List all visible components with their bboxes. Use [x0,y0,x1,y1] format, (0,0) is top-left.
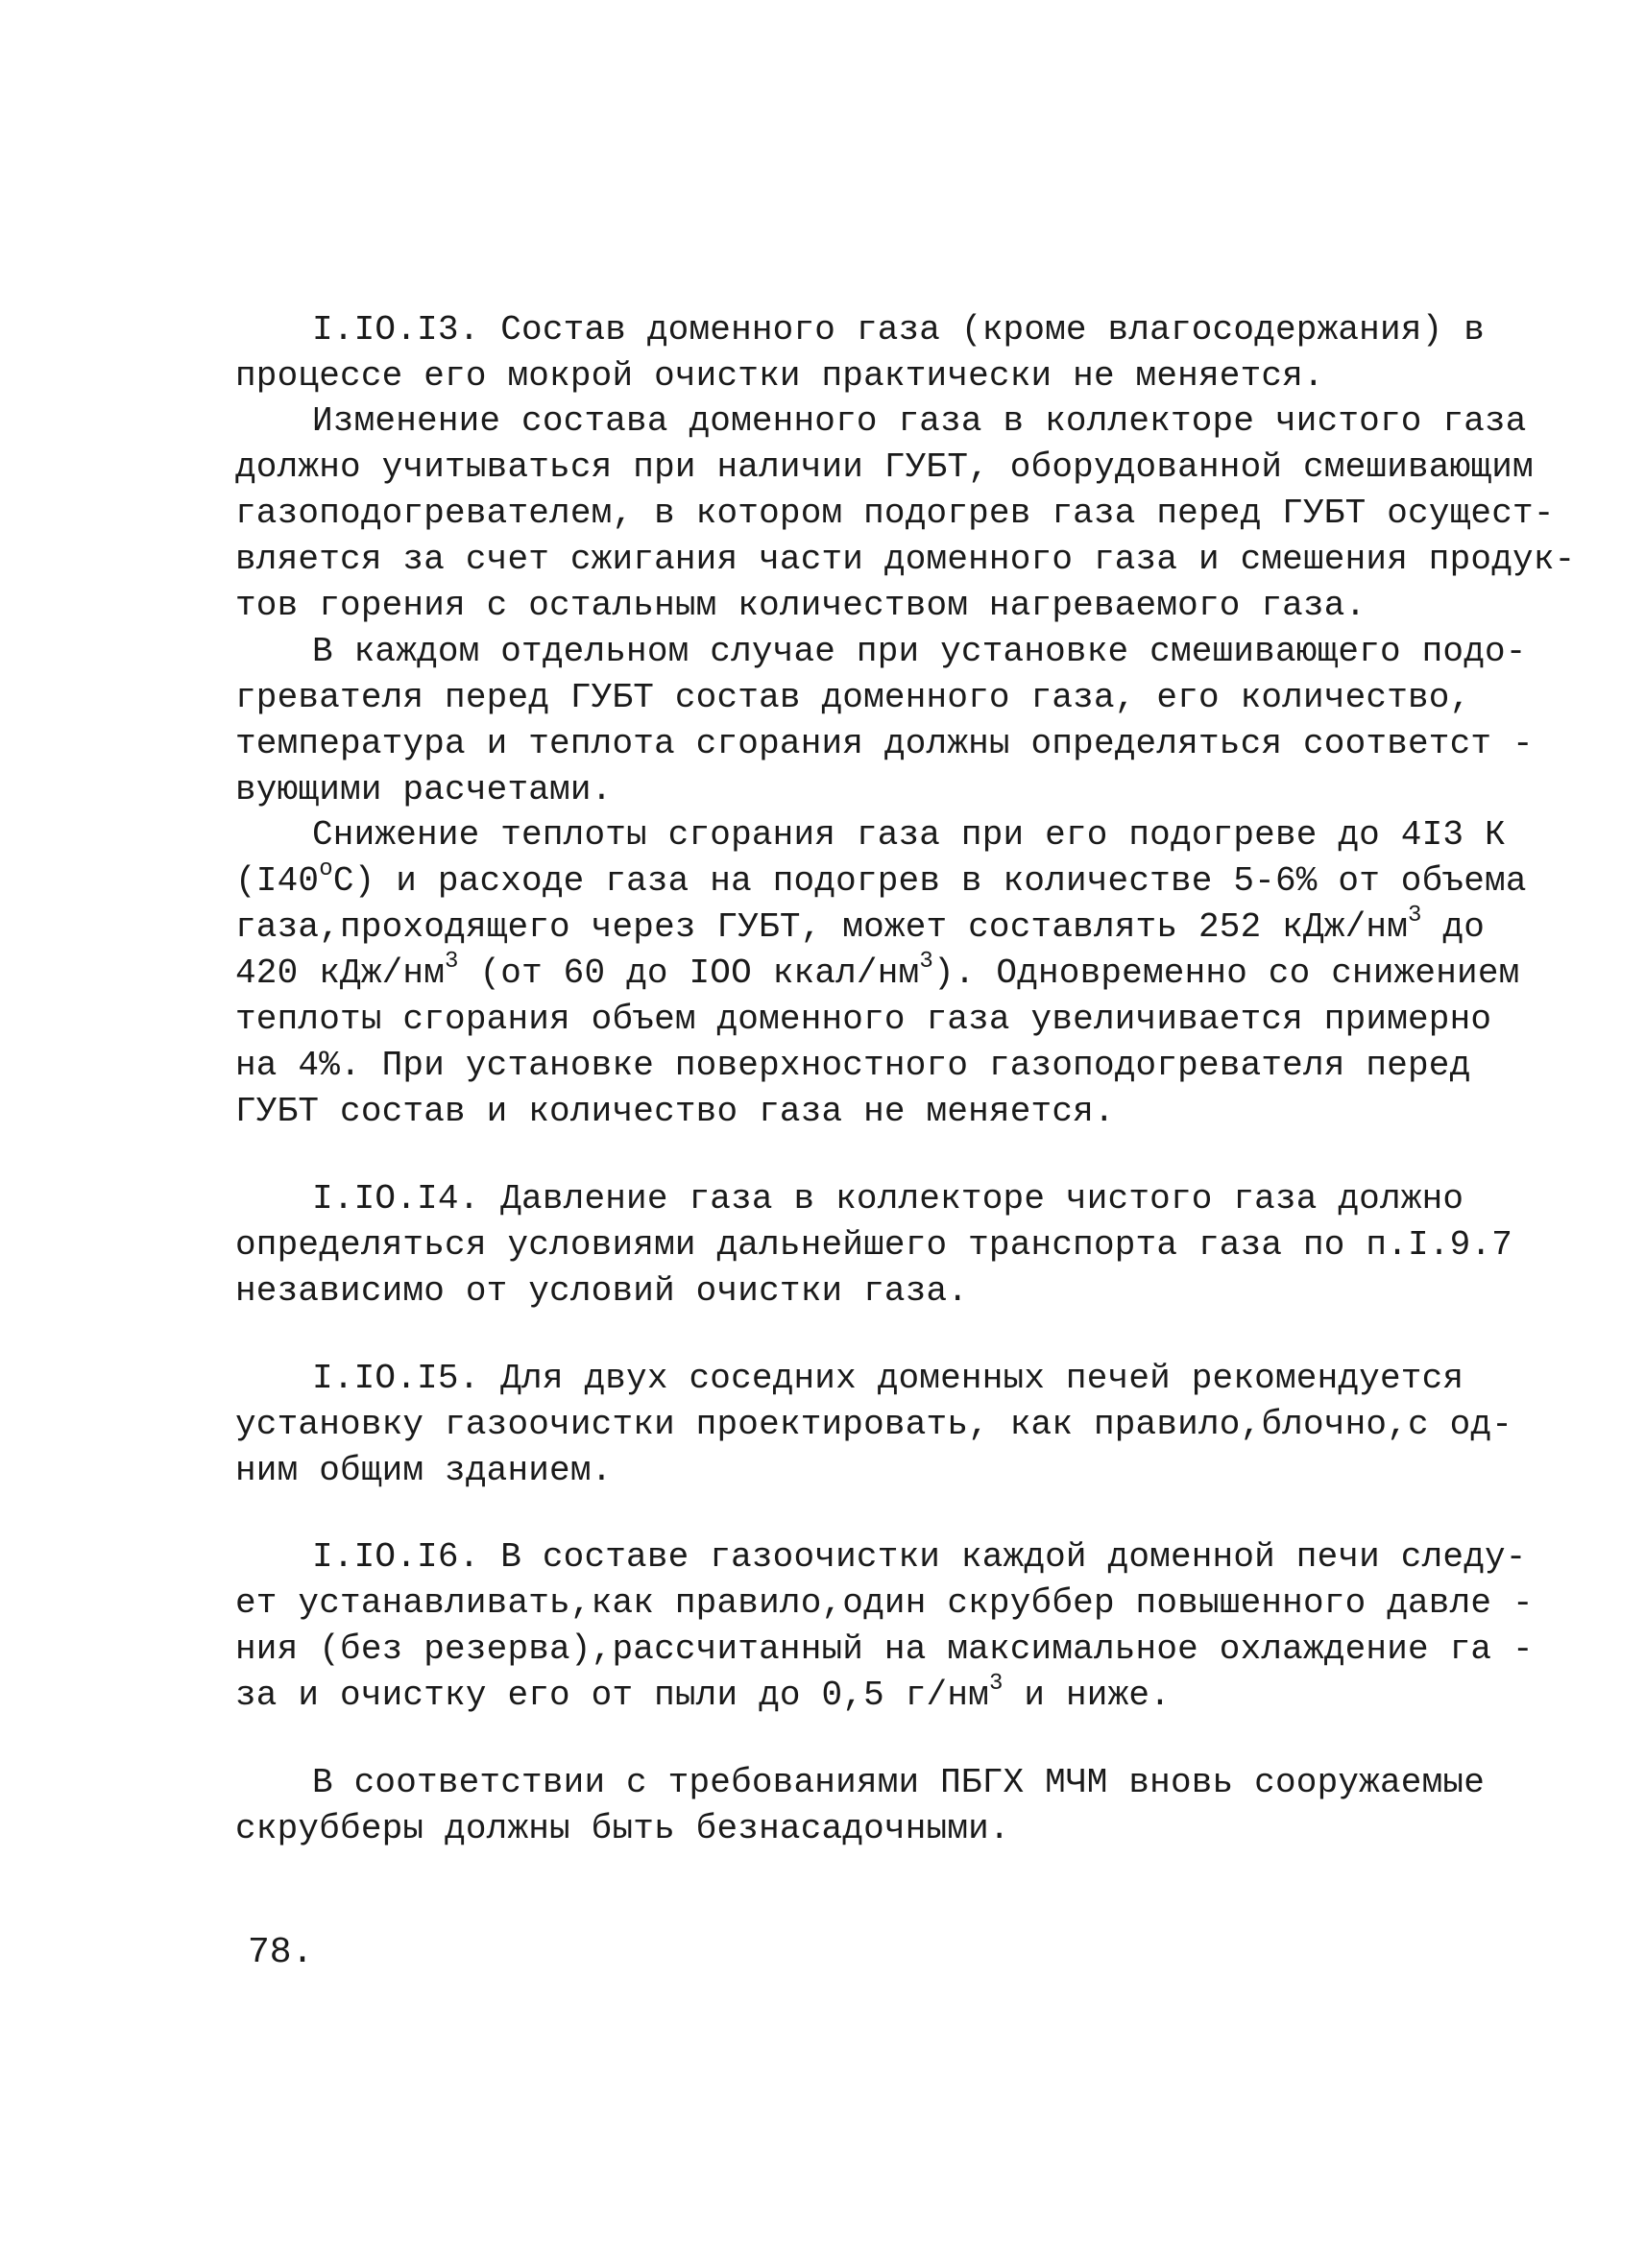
text-line: скрубберы должны быть безнасадочными. [235,1809,1010,1848]
superscript: 3 [919,949,933,975]
text-line: ним общим зданием. [235,1451,613,1490]
text-line: вляется за счет сжигания части доменного газа и смешения продук- [235,540,1576,579]
text-line: гревателя перед ГУБТ состав доменного газа, его количество, [235,678,1471,717]
text-line: Изменение состава доменного газа в коллекторе чистого газа [312,401,1527,441]
text-line: В соответствии с требованиями ПБГХ МЧМ вновь сооружаемые [312,1763,1485,1802]
text-line: установку газоочистки проектировать, как правило,блочно,с од- [235,1405,1513,1444]
text-line: I.IO.I3. Состав доменного газа (кроме влагосодержания) в [312,310,1485,350]
text-line: должно учитываться при наличии ГУБТ, оборудованной смешивающим [235,447,1534,487]
text-line: вующими расчетами. [235,770,613,809]
text-line: определяться условиями дальнейшего транспорта газа по п.I.9.7 [235,1225,1513,1265]
text-line: на 4%. При установке поверхностного газоподогревателя перед [235,1046,1471,1085]
text-line: температура и теплота сгорания должны определяться соответст - [235,724,1534,763]
text-line: за и очистку его от пыли до 0,5 $г/нм^3$ и ниже. [235,1671,1171,1715]
text-line: $(I40^оС)$ и расходе газа на подогрев в количестве 5-6% от объема [235,857,1527,901]
page-number: 78. [248,1932,314,1973]
text-line: ГУБТ состав и количество газа не меняется. [235,1092,1115,1131]
superscript: 3 [988,1671,1004,1697]
text-line: процессе его мокрой очистки практически не меняется. [235,356,1324,396]
text-line: I.IO.I6. В составе газоочистки каждой доменной печи следу- [312,1537,1527,1577]
text-line: ния (без резерва),рассчитанный на максимальное охлаждение га - [235,1629,1534,1669]
text-line: I.IO.I5. Для двух соседних доменных печей рекомендуется [312,1359,1464,1398]
text-line: тов горения с остальным количеством нагреваемого газа. [235,586,1367,625]
superscript: о [319,857,333,882]
text-line: газоподогревателем, в котором подогрев газа перед ГУБТ осущест- [235,494,1555,533]
superscript: 3 [1408,903,1422,929]
text-line: 420 кДж/$нм^3$ (от 60 до IOO ккал/$нм^3$). Одновременно со снижением [235,949,1520,993]
text-line: газа,проходящего через ГУБТ, может составлять 252 кДж/$нм^3$ до [235,903,1486,947]
text-line: I.IO.I4. Давление газа в коллекторе чистого газа должно [312,1179,1464,1218]
text-line: Снижение теплоты сгорания газа при его подогреве до 4I3 К [312,815,1506,855]
text-line: независимо от условий очистки газа. [235,1271,969,1311]
superscript: 3 [445,949,459,975]
text-line: теплоты сгорания объем доменного газа увеличивается примерно [235,1000,1492,1039]
text-line: ет устанавливать,как правило,один скруббер повышенного давле - [235,1583,1534,1623]
text-line: В каждом отдельном случае при установке смешивающего подо- [312,632,1527,671]
